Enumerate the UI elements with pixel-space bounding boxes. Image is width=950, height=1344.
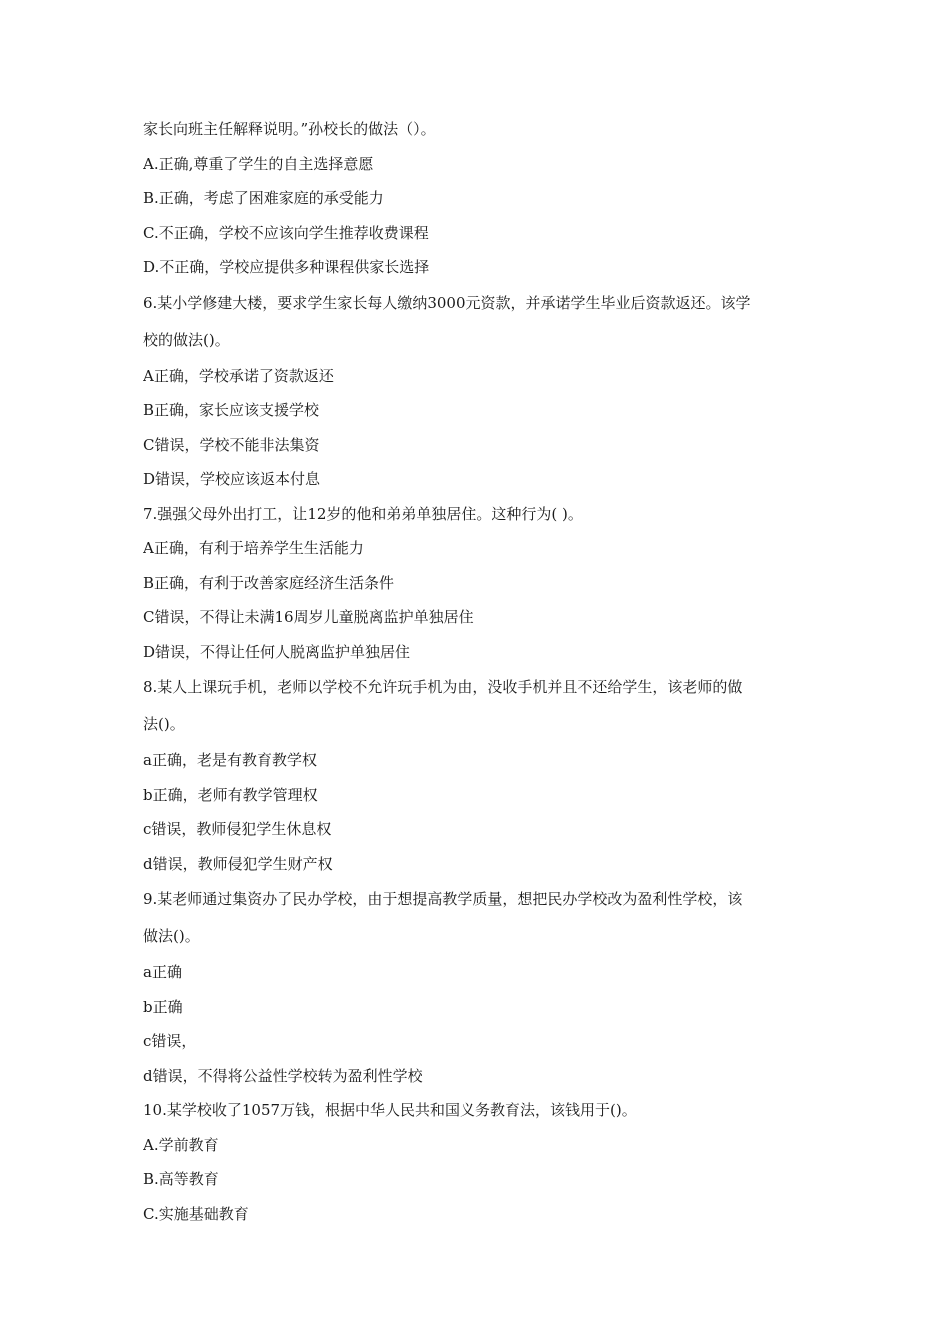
option-line: C错误，学校不能非法集资 [143, 435, 320, 454]
question-9-line-1: 9.某老师通过集资办了民办学校，由于想提高教学质量，想把民办学校改为盈利性学校，该 [143, 890, 743, 908]
option-line: A.学前教育 [143, 1135, 219, 1154]
question-7: 7.强强父母外出打工，让12岁的他和弟弟单独居住。这种行为( )。 [143, 504, 583, 523]
option-line: c错误，教师侵犯学生休息权 [143, 820, 332, 838]
document-body [143, 112, 813, 1231]
option-line: B.高等教育 [143, 1170, 219, 1188]
option-line: a正确 [143, 963, 182, 981]
option-line: D错误，不得让任何人脱离监护单独居住 [143, 642, 411, 661]
option-line: a正确，老是有教育教学权 [143, 751, 317, 769]
option-line: C.不正确，学校不应该向学生推荐收费课程 [143, 223, 429, 242]
question-9-line-2: 做法()。 [143, 927, 200, 945]
question-10: 10.某学校收了1057万钱，根据中华人民共和国义务教育法，该钱用于()。 [143, 1101, 637, 1119]
question-6-line-2: 校的做法()。 [143, 330, 230, 349]
option-line: d错误，不得将公益性学校转为盈利性学校 [143, 1066, 423, 1085]
option-line: C.实施基础教育 [143, 1204, 249, 1223]
option-line: d错误，教师侵犯学生财产权 [143, 854, 333, 873]
option-line: B.正确，考虑了困难家庭的承受能力 [143, 189, 384, 207]
question-8-line-2: 法()。 [143, 715, 185, 733]
option-line: D错误，学校应该返本付息 [143, 470, 321, 488]
option-line: A正确，学校承诺了资款返还 [143, 366, 334, 385]
option-line: b正确 [143, 997, 183, 1016]
option-line: A正确，有利于培养学生生活能力 [143, 539, 364, 557]
option-line: C错误，不得让未满16周岁儿童脱离监护单独居住 [143, 608, 474, 626]
option-line: A.正确,尊重了学生的自主选择意愿 [143, 154, 374, 173]
question-8-line-1: 8.某人上课玩手机，老师以学校不允许玩手机为由，没收手机并且不还给学生，该老师的做 [143, 678, 743, 696]
option-line: c错误， [143, 1032, 197, 1050]
option-line: B正确，家长应该支援学校 [143, 401, 320, 419]
text-line: 家长向班主任解释说明。”孙校长的做法（）。 [143, 120, 436, 138]
option-line: B正确，有利于改善家庭经济生活条件 [143, 573, 395, 592]
option-line: D.不正确，学校应提供多种课程供家长选择 [143, 258, 430, 276]
option-line: b正确，老师有教学管理权 [143, 785, 318, 804]
question-6-line-1: 6.某小学修建大楼，要求学生家长每人缴纳3000元资款，并承诺学生毕业后资款返还。该学 [143, 293, 751, 312]
